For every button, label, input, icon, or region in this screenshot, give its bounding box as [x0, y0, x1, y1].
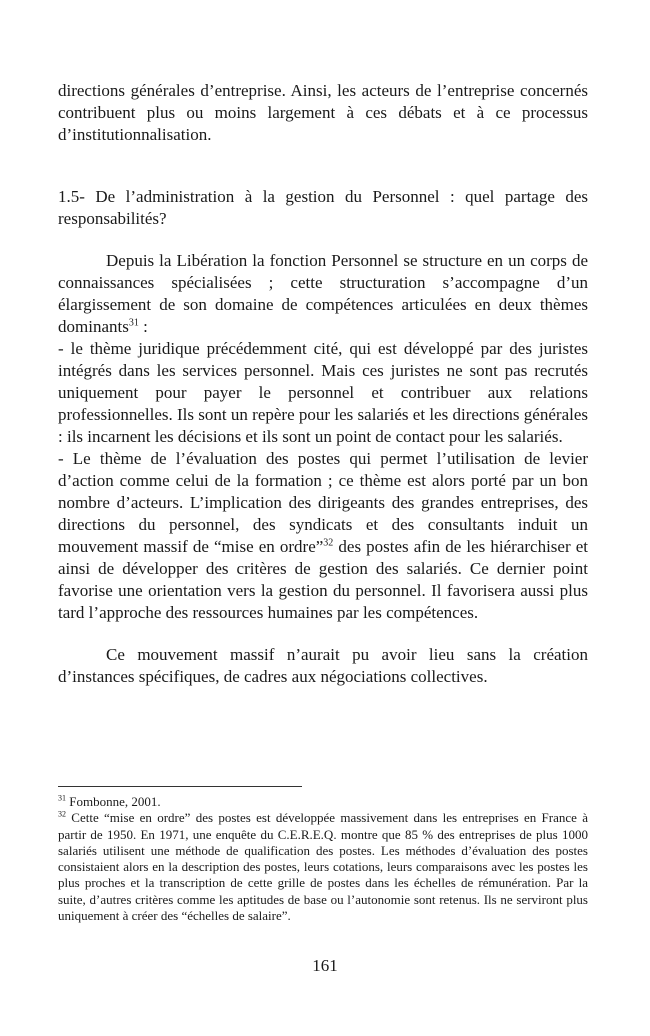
footnote-32: [58, 810, 588, 924]
footnote-ref-31[interactable]: 31: [128, 317, 139, 329]
footnotes: [58, 794, 588, 924]
footnote-text: Fombonne, 2001.: [66, 794, 161, 809]
paragraph-continuation: directions générales d’entreprise. Ainsi, les acteurs de l’entreprise concernés contribuent plus ou moins largement à ces débats et à ce processus d’institutionnalisation.: [58, 81, 588, 144]
page-body: [58, 80, 588, 688]
bullet-evaluation: [58, 448, 588, 624]
paragraph-intro-text: Depuis la Libération la fonction Personnel se structure en un corps de connaissances spécialisées ; cette structuration s’accompagne d’un élargissement de son domaine de compétences articulées en deux thèmes dominants: [58, 251, 588, 336]
paragraph-intro-end: :: [138, 317, 148, 336]
footnote-31: [58, 794, 588, 810]
bullet-juridique: - le thème juridique précédemment cité, qui est développé par des juristes intégrés dans les services personnel. Mais ces juristes ne sont pas recrutés uniquement pour payer le personnel et contribuer aux relations professionnelles. Ils sont un repère pour les salariés et les directions générales : ils incarnent les décisions et ils sont un point de contact pour les salariés.: [58, 339, 588, 446]
footnote-number: 32: [58, 809, 66, 819]
paragraph-conclusion: Ce mouvement massif n’aurait pu avoir lieu sans la création d’instances spécifiques, de cadres aux négociations collectives.: [58, 645, 588, 686]
footnote-text: Cette “mise en ordre” des postes est développée massivement dans les entreprises en France à partir de 1950. En 1971, une enquête du C.E.R.E.Q. montre que 85 % des entreprises de plus 1000 salariés utilisent une méthode de qualification des postes. Les méthodes d’évaluation des postes consistaient alors en la description des postes, leurs cotations, leurs comparaisons avec les postes les plus proches et la transcription de cette grille de postes dans les échelles de rémunération. Par la suite, d’autres critères comme les aptitudes de base ou l’autonomie sont retenus. Ils ne serviront plus uniquement à créer des “échelles de salaire”.: [58, 810, 588, 924]
page-number: 161: [312, 956, 338, 975]
footnote-ref-32[interactable]: 32: [323, 537, 334, 549]
footnote-number: 31: [58, 793, 66, 803]
bullet-evaluation-text: - Le thème de l’évaluation des postes qui permet l’utilisation de levier d’action comme celui de la formation ; ce thème est alors porté par un bon nombre d’acteurs. L’implication des dirigeants des grandes entreprises, des directions du personnel, des syndicats et des consultants induit un mouvement massif de “mise en ordre”: [58, 449, 588, 556]
section-heading: 1.5- De l’administration à la gestion du Personnel : quel partage des responsabilités?: [58, 187, 588, 228]
paragraph-intro: [58, 250, 588, 338]
bullet-evaluation-end: des postes afin de les hiérarchiser et ainsi de développer des critères de gestion des salariés. Ce dernier point favorise une orientation vers la gestion du personnel. Il favorisera aussi plus tard l’approche des ressources humaines par les compétences.: [58, 537, 588, 622]
footnote-divider: [58, 786, 302, 787]
